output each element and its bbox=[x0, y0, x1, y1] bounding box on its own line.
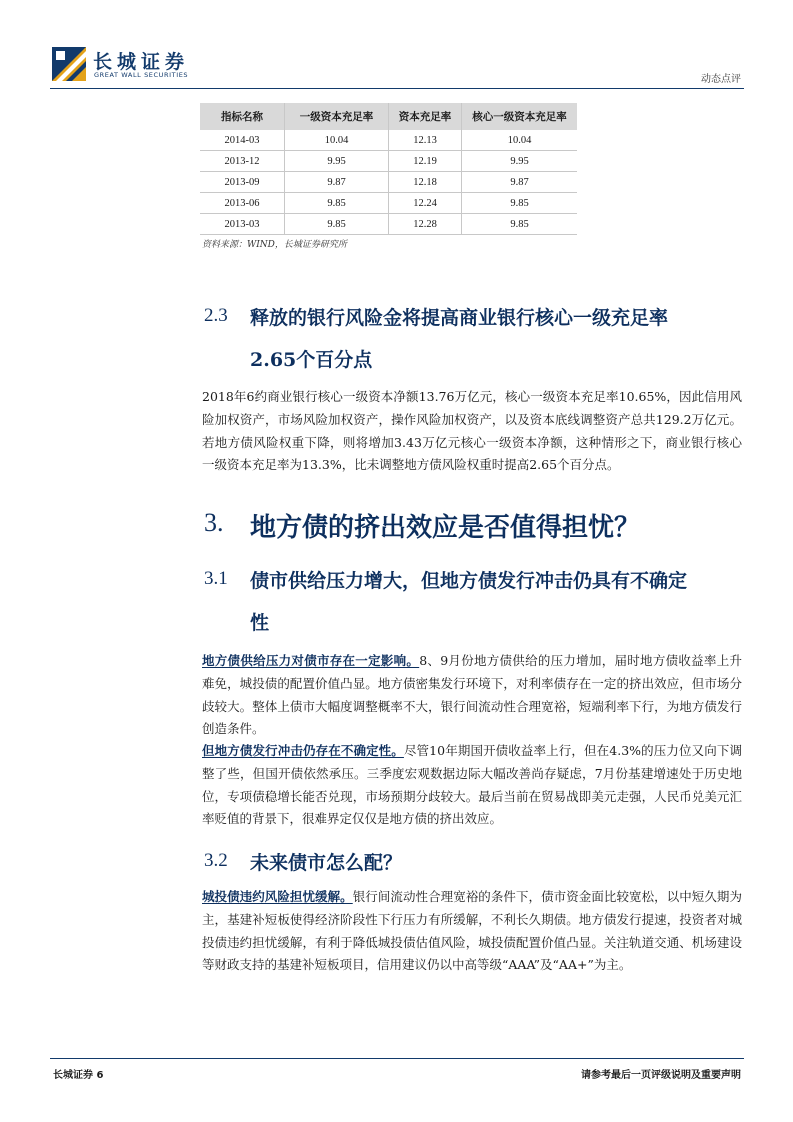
table-source-note: 资料来源：WIND，长城证券研究所 bbox=[202, 240, 347, 250]
table-cell: 2013-06 bbox=[200, 193, 285, 214]
header-divider bbox=[50, 88, 744, 89]
table-cell: 12.28 bbox=[389, 214, 462, 235]
brand-name-english: GREAT WALL SECURITIES bbox=[94, 71, 189, 79]
chapter-3-heading bbox=[204, 507, 744, 547]
column-header: 一级资本充足率 bbox=[285, 103, 389, 130]
section-2-3-heading bbox=[204, 303, 744, 383]
table-row bbox=[200, 130, 577, 151]
column-header: 核心一级资本充足率 bbox=[462, 103, 578, 130]
section-3-1-paragraph-1 bbox=[202, 650, 742, 741]
brand-name: 长城证券 bbox=[93, 51, 190, 73]
table-cell: 9.85 bbox=[285, 193, 389, 214]
paragraph-lead: 城投债违约风险担忧缓解。 bbox=[202, 889, 353, 904]
footer-disclaimer: 请参考最后一页评级说明及重要声明 bbox=[581, 1070, 741, 1081]
great-wall-logo bbox=[52, 47, 86, 81]
table-cell: 2013-09 bbox=[200, 172, 285, 193]
column-header: 资本充足率 bbox=[389, 103, 462, 130]
table-cell: 9.85 bbox=[462, 214, 578, 235]
table-cell: 10.04 bbox=[285, 130, 389, 151]
section-number: 3.2 bbox=[204, 850, 228, 871]
table-cell: 2014-03 bbox=[200, 130, 285, 151]
section-number: 3.1 bbox=[204, 568, 228, 589]
section-2-3-paragraph: 2018年6约商业银行核心一级资本净额13.76万亿元，核心一级资本充足率10.65%，因此信用风险加权资产，市场风险加权资产，操作风险加权资产，以及资本底线调整资产总共129.2万亿元。若地方债风险权重下降，则将增加3.43万亿元核心一级资本净额，这种情形之下，商业银行核心一级资本充足率为13.3%，比未调整地方债风险权重时提高2.65个百分点。 bbox=[202, 389, 742, 473]
section-title-line2: 性 bbox=[250, 612, 270, 634]
table-header-row bbox=[200, 103, 577, 130]
table-cell: 12.13 bbox=[389, 130, 462, 151]
paragraph-lead: 但地方债发行冲击仍存在不确定性。 bbox=[202, 743, 404, 758]
paragraph-lead: 地方债供给压力对债市存在一定影响。 bbox=[202, 653, 420, 668]
table-cell: 10.04 bbox=[462, 130, 578, 151]
section-number: 2.3 bbox=[204, 305, 228, 326]
paragraph-body: 8、9月份地方债供给的压力增加，届时地方债收益率上升难免，城投债的配置价值凸显。地方债密集发行环境下，对利率债存在一定的挤出效应，但市场分歧较大。整体上债市大幅度调整概率不大，银行间流动性合理宽裕，短端利率下行，为地方债发行创造条件。 bbox=[202, 653, 742, 737]
footer-page-label: 长城证券 6 bbox=[53, 1070, 104, 1081]
capital-ratio-table bbox=[200, 103, 577, 235]
table-cell: 9.95 bbox=[462, 151, 578, 172]
document-type: 动态点评 bbox=[701, 74, 741, 85]
table-cell: 12.24 bbox=[389, 193, 462, 214]
table-cell: 12.19 bbox=[389, 151, 462, 172]
chapter-number: 3. bbox=[204, 508, 224, 537]
table-cell: 9.85 bbox=[462, 193, 578, 214]
chapter-title: 地方债的挤出效应是否值得担忧？ bbox=[250, 513, 641, 543]
table-cell: 9.85 bbox=[285, 214, 389, 235]
table-cell: 9.87 bbox=[462, 172, 578, 193]
table-row bbox=[200, 151, 577, 172]
section-3-2-paragraph bbox=[202, 886, 742, 977]
table-cell: 2013-03 bbox=[200, 214, 285, 235]
section-3-1-paragraph-2 bbox=[202, 740, 742, 831]
section-title: 未来债市怎么配？ bbox=[250, 852, 403, 874]
table-row bbox=[200, 193, 577, 214]
paragraph-body: 银行间流动性合理宽裕的条件下，债市资金面比较宽松，以中短久期为主，基建补短板使得经济阶段性下行压力有所缓解，不利长久期债。地方债发行提速，投资者对城投债违约担忧缓解，有利于降低城投债估值风险，城投债配置价值凸显。关注轨道交通、机场建设等财政支持的基建补短板项目，信用建议仍以中高等级“AAA”及“AA+”为主。 bbox=[202, 889, 742, 973]
table-row bbox=[200, 214, 577, 235]
column-header: 指标名称 bbox=[200, 103, 285, 130]
section-title-line2: 2.65个百分点 bbox=[250, 349, 373, 371]
section-3-2-heading bbox=[204, 848, 744, 888]
table-row bbox=[200, 172, 577, 193]
table-cell: 2013-12 bbox=[200, 151, 285, 172]
table-cell: 12.18 bbox=[389, 172, 462, 193]
table-cell: 9.87 bbox=[285, 172, 389, 193]
paragraph-body: 尽管10年期国开债收益率上行，但在4.3%的压力位又向下调整了些，但国开债依然承压。三季度宏观数据边际大幅改善尚存疑虑，7月份基建增速处于历史地位，专项债稳增长能否兑现，市场预期分歧较大。最后当前在贸易战即美元走强，人民币兑美元汇率贬值的背景下，很难界定仅仅是地方债的挤出效应。 bbox=[202, 743, 742, 827]
footer-divider bbox=[50, 1058, 744, 1059]
section-3-1-heading bbox=[204, 566, 744, 646]
section-title-line1: 释放的银行风险金将提高商业银行核心一级充足率 bbox=[250, 307, 669, 329]
table-cell: 9.95 bbox=[285, 151, 389, 172]
section-title-line1: 债市供给压力增大，但地方债发行冲击仍具有不确定 bbox=[250, 570, 688, 592]
